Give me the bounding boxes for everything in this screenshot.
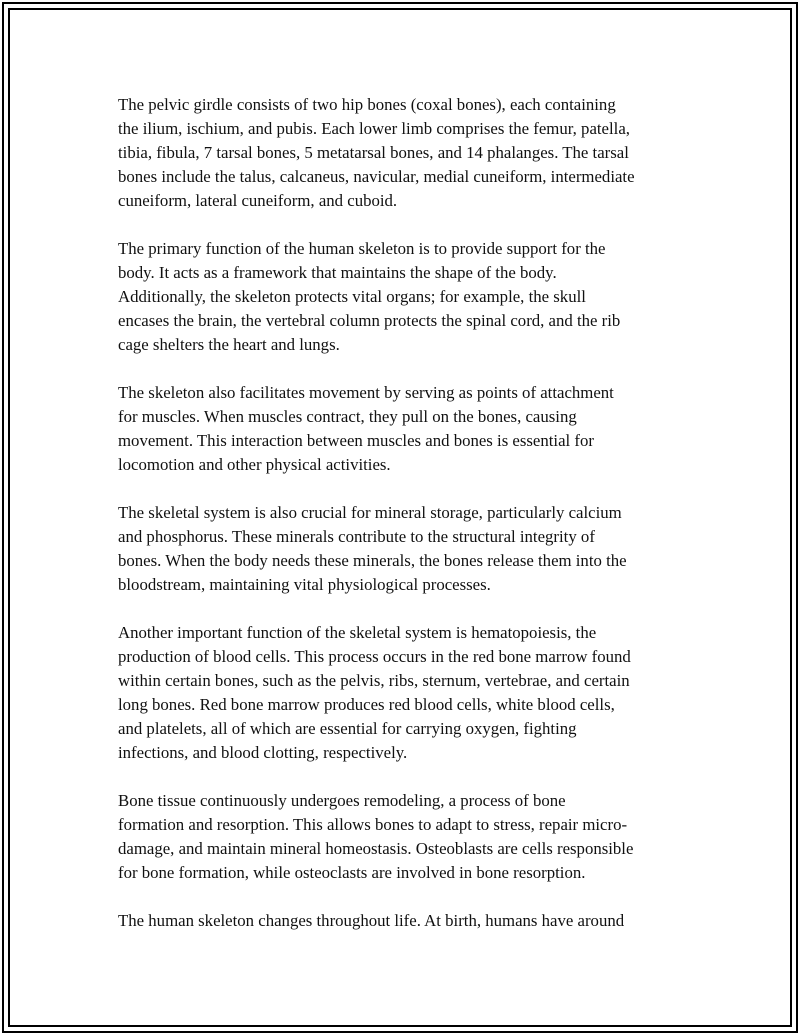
paragraph-support-function: The primary function of the human skeleton is to provide support for the body. It acts as a framework that maintains the shape of the body. Additionally, the skeleton protects vital organs; for example, the skull encases the brain, the vertebral column protects the spinal cord, and the rib cage shelters the heart and lungs. xyxy=(118,239,621,354)
document-body xyxy=(118,93,693,957)
paragraph-remodeling: Bone tissue continuously undergoes remodeling, a process of bone formation and resorption. This allows bones to adapt to stress, repair micro- damage, and maintain mineral homeostasis. Osteoblasts are cells responsible for bone formation, while osteoclasts are involved in bone resorption. xyxy=(118,791,634,882)
paragraph-skeleton-changes: The human skeleton changes throughout life. At birth, humans have around xyxy=(118,911,625,930)
paragraph-hematopoiesis: Another important function of the skeletal system is hematopoiesis, the production of blood cells. This process occurs in the red bone marrow found within certain bones, such as the pelvis, ribs, sternum, vertebrae, and certain long bones. Red bone marrow produces red blood cells, white blood cells, and platelets, all of which are essential for carrying oxygen, fighting infections, and blood clotting, respectively. xyxy=(118,623,631,762)
paragraph-pelvic-girdle: The pelvic girdle consists of two hip bones (coxal bones), each containing the ilium, ischium, and pubis. Each lower limb comprises the femur, patella, tibia, fibula, 7 tarsal bones, 5 metatarsal bones, and 14 phalanges. The tarsal bones include the talus, calcaneus, navicular, medial cuneiform, intermediate cuneiform, lateral cuneiform, and cuboid. xyxy=(118,95,635,210)
paragraph-movement: The skeleton also facilitates movement by serving as points of attachment for muscles. When muscles contract, they pull on the bones, causing movement. This interaction between muscles and bones is essential for locomotion and other physical activities. xyxy=(118,383,614,474)
paragraph-mineral-storage: The skeletal system is also crucial for mineral storage, particularly calcium and phosphorus. These minerals contribute to the structural integrity of bones. When the body needs these minerals, the bones release them into the bloodstream, maintaining vital physiological processes. xyxy=(118,503,627,594)
